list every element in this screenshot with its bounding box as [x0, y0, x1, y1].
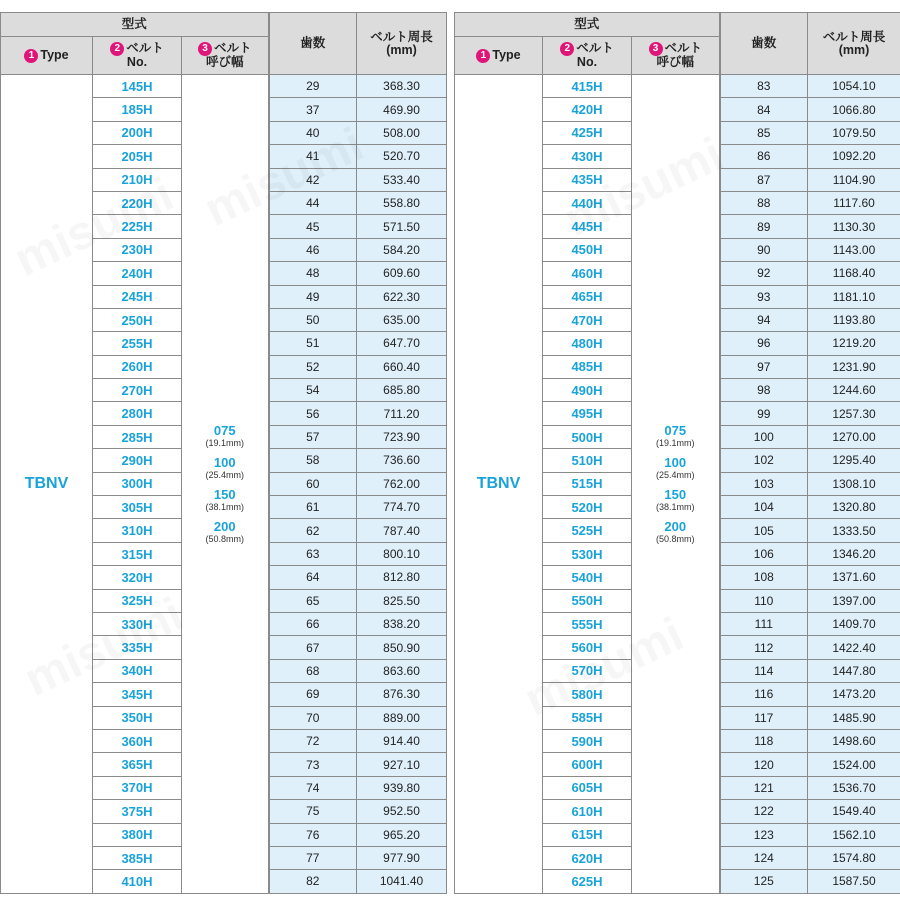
belt-length-cell: 1257.30 — [808, 402, 900, 425]
belt-width-option — [632, 456, 719, 480]
belt-length-cell: 1308.10 — [808, 472, 900, 495]
belt-length-cell: 1524.00 — [808, 753, 900, 776]
belt-no-cell: 240H — [93, 262, 182, 285]
belt-no-cell: 310H — [93, 519, 182, 542]
belt-length-cell: 1549.40 — [808, 800, 900, 823]
teeth-cell: 82 — [269, 870, 357, 893]
belt-length-cell: 812.80 — [357, 566, 447, 589]
belt-no-cell: 245H — [93, 285, 182, 308]
teeth-cell: 123 — [720, 823, 808, 846]
teeth-cell: 108 — [720, 566, 808, 589]
belt-length-cell: 1079.50 — [808, 121, 900, 144]
belt-length-cell: 508.00 — [357, 121, 447, 144]
belt-no-cell: 500H — [543, 425, 632, 448]
model-header: 型式 — [455, 13, 720, 37]
teeth-cell: 84 — [720, 98, 808, 121]
belt-length-cell: 1485.90 — [808, 706, 900, 729]
belt-length-cell: 1244.60 — [808, 379, 900, 402]
belt-length-cell: 1193.80 — [808, 308, 900, 331]
teeth-cell: 114 — [720, 659, 808, 682]
belt-length-cell: 558.80 — [357, 191, 447, 214]
belt-width-code: 200 — [664, 518, 687, 534]
belt-no-cell: 255H — [93, 332, 182, 355]
teeth-cell: 106 — [720, 542, 808, 565]
belt-length-cell: 977.90 — [357, 846, 447, 869]
belt-length-cell: 571.50 — [357, 215, 447, 238]
belt-length-cell: 1473.20 — [808, 683, 900, 706]
belt-length-cell: 1181.10 — [808, 285, 900, 308]
belt-length-cell: 939.80 — [357, 776, 447, 799]
belt-length-cell: 368.30 — [357, 75, 447, 98]
belt-length-cell: 647.70 — [357, 332, 447, 355]
teeth-cell: 37 — [269, 98, 357, 121]
belt-width-code: 100 — [213, 454, 236, 470]
belt-width-header-line1: ベルト — [664, 41, 703, 55]
teeth-cell: 61 — [269, 496, 357, 519]
belt-no-cell: 510H — [543, 449, 632, 472]
belt-no-header — [543, 37, 632, 75]
belt-length-cell: 1143.00 — [808, 238, 900, 261]
belt-length-cell: 1104.90 — [808, 168, 900, 191]
belt-width-option — [182, 488, 268, 512]
teeth-cell: 99 — [720, 402, 808, 425]
type-value: TBNV — [1, 75, 93, 894]
belt-no-cell: 585H — [543, 706, 632, 729]
teeth-cell: 74 — [269, 776, 357, 799]
teeth-cell: 48 — [269, 262, 357, 285]
teeth-cell: 57 — [269, 425, 357, 448]
teeth-cell: 83 — [720, 75, 808, 98]
belt-no-cell: 375H — [93, 800, 182, 823]
type-header-label: Type — [492, 47, 521, 62]
belt-no-cell: 380H — [93, 823, 182, 846]
belt-no-header-line2: No. — [126, 55, 148, 69]
table-row — [455, 75, 900, 98]
belt-length-cell: 1574.80 — [808, 846, 900, 869]
belt-length-cell: 1422.40 — [808, 636, 900, 659]
belt-no-cell: 465H — [543, 285, 632, 308]
belt-no-cell: 360H — [93, 729, 182, 752]
teeth-cell: 116 — [720, 683, 808, 706]
belt-length-cell: 609.60 — [357, 262, 447, 285]
belt-no-cell: 620H — [543, 846, 632, 869]
belt-no-cell: 445H — [543, 215, 632, 238]
teeth-cell: 125 — [720, 870, 808, 893]
belt-length-cell: 1092.20 — [808, 145, 900, 168]
belt-length-header — [808, 13, 900, 75]
belt-no-cell: 560H — [543, 636, 632, 659]
teeth-cell: 86 — [720, 145, 808, 168]
type-header-label: Type — [40, 47, 69, 62]
teeth-cell: 52 — [269, 355, 357, 378]
teeth-cell: 85 — [720, 121, 808, 144]
belt-length-cell: 736.60 — [357, 449, 447, 472]
belt-length-cell: 1320.80 — [808, 496, 900, 519]
belt-width-option — [632, 488, 719, 512]
belt-length-cell: 1371.60 — [808, 566, 900, 589]
belt-length-cell: 965.20 — [357, 823, 447, 846]
number-2-icon: 2 — [560, 42, 574, 56]
belt-no-cell: 250H — [93, 308, 182, 331]
belt-width-code: 100 — [664, 454, 687, 470]
type-header — [1, 37, 93, 75]
teeth-cell: 110 — [720, 589, 808, 612]
belt-width-mm: (38.1mm) — [656, 501, 695, 512]
teeth-cell: 44 — [269, 191, 357, 214]
belt-no-cell: 320H — [93, 566, 182, 589]
teeth-cell: 42 — [269, 168, 357, 191]
belt-length-cell: 762.00 — [357, 472, 447, 495]
belt-no-header-line1: ベルト — [576, 41, 614, 55]
belt-width-mm: (50.8mm) — [205, 533, 245, 544]
belt-no-cell: 625H — [543, 870, 632, 893]
belt-no-cell: 435H — [543, 168, 632, 191]
teeth-cell: 60 — [269, 472, 357, 495]
belt-no-cell: 185H — [93, 98, 182, 121]
number-3-icon: 3 — [198, 42, 212, 56]
belt-length-header — [357, 13, 447, 75]
belt-no-cell: 335H — [93, 636, 182, 659]
belt-length-header-line1: ベルト周長 — [822, 29, 886, 44]
belt-length-cell: 774.70 — [357, 496, 447, 519]
teeth-cell: 104 — [720, 496, 808, 519]
belt-length-cell: 889.00 — [357, 706, 447, 729]
belt-length-cell: 1295.40 — [808, 449, 900, 472]
teeth-cell: 46 — [269, 238, 357, 261]
teeth-cell: 122 — [720, 800, 808, 823]
teeth-cell: 121 — [720, 776, 808, 799]
teeth-cell: 88 — [720, 191, 808, 214]
number-1-icon: 1 — [24, 49, 38, 63]
belt-no-cell: 460H — [543, 262, 632, 285]
belt-length-cell: 1270.00 — [808, 425, 900, 448]
belt-no-cell: 420H — [543, 98, 632, 121]
belt-length-cell: 838.20 — [357, 612, 447, 635]
belt-spec-table-right — [454, 12, 900, 894]
belt-length-cell: 635.00 — [357, 308, 447, 331]
teeth-cell: 87 — [720, 168, 808, 191]
belt-no-cell: 480H — [543, 332, 632, 355]
belt-no-cell: 415H — [543, 75, 632, 98]
teeth-cell: 93 — [720, 285, 808, 308]
belt-no-cell: 205H — [93, 145, 182, 168]
belt-length-cell: 787.40 — [357, 519, 447, 542]
belt-width-code: 150 — [664, 486, 687, 502]
teeth-cell: 58 — [269, 449, 357, 472]
belt-no-cell: 470H — [543, 308, 632, 331]
belt-width-mm: (25.4mm) — [205, 469, 245, 480]
belt-width-mm: (19.1mm) — [205, 437, 245, 448]
belt-width-header — [632, 37, 720, 75]
belt-width-mm: (50.8mm) — [656, 533, 695, 544]
teeth-cell: 70 — [269, 706, 357, 729]
belt-no-cell: 450H — [543, 238, 632, 261]
belt-no-cell: 280H — [93, 402, 182, 425]
belt-width-mm: (38.1mm) — [205, 501, 245, 512]
belt-length-cell: 1117.60 — [808, 191, 900, 214]
belt-no-cell: 285H — [93, 425, 182, 448]
belt-no-cell: 300H — [93, 472, 182, 495]
belt-width-code: 150 — [213, 486, 236, 502]
belt-no-cell: 225H — [93, 215, 182, 238]
belt-width-option — [182, 520, 268, 544]
belt-length-cell: 469.90 — [357, 98, 447, 121]
belt-no-cell: 610H — [543, 800, 632, 823]
teeth-cell: 90 — [720, 238, 808, 261]
teeth-cell: 76 — [269, 823, 357, 846]
table-row — [1, 75, 447, 98]
teeth-cell: 50 — [269, 308, 357, 331]
belt-no-cell: 270H — [93, 379, 182, 402]
belt-length-cell: 520.70 — [357, 145, 447, 168]
model-header: 型式 — [1, 13, 269, 37]
teeth-cell: 29 — [269, 75, 357, 98]
belt-length-cell: 850.90 — [357, 636, 447, 659]
teeth-cell: 63 — [269, 542, 357, 565]
belt-no-cell: 430H — [543, 145, 632, 168]
belt-no-cell: 555H — [543, 612, 632, 635]
teeth-cell: 41 — [269, 145, 357, 168]
belt-length-cell: 1397.00 — [808, 589, 900, 612]
belt-length-header-line2: (mm) — [838, 42, 870, 57]
belt-no-cell: 340H — [93, 659, 182, 682]
teeth-cell: 111 — [720, 612, 808, 635]
belt-no-cell: 605H — [543, 776, 632, 799]
belt-length-cell: 711.20 — [357, 402, 447, 425]
belt-width-header-line1: ベルト — [214, 41, 252, 55]
teeth-cell: 118 — [720, 729, 808, 752]
belt-no-cell: 290H — [93, 449, 182, 472]
teeth-cell: 51 — [269, 332, 357, 355]
belt-length-cell: 1054.10 — [808, 75, 900, 98]
belt-no-cell: 530H — [543, 542, 632, 565]
belt-no-header-line1: ベルト — [126, 41, 164, 55]
belt-no-header — [93, 37, 182, 75]
belt-length-cell: 622.30 — [357, 285, 447, 308]
belt-length-cell: 1130.30 — [808, 215, 900, 238]
teeth-cell: 100 — [720, 425, 808, 448]
belt-no-cell: 485H — [543, 355, 632, 378]
number-2-icon: 2 — [110, 42, 124, 56]
belt-no-cell: 440H — [543, 191, 632, 214]
belt-no-cell: 210H — [93, 168, 182, 191]
belt-length-cell: 863.60 — [357, 659, 447, 682]
belt-no-cell: 330H — [93, 612, 182, 635]
belt-no-cell: 200H — [93, 121, 182, 144]
teeth-cell: 92 — [720, 262, 808, 285]
teeth-cell: 40 — [269, 121, 357, 144]
belt-no-cell: 615H — [543, 823, 632, 846]
belt-no-cell: 315H — [93, 542, 182, 565]
belt-length-cell: 723.90 — [357, 425, 447, 448]
number-1-icon: 1 — [476, 49, 490, 63]
belt-no-cell: 550H — [543, 589, 632, 612]
belt-spec-table-left — [0, 12, 447, 894]
belt-length-cell: 1333.50 — [808, 519, 900, 542]
belt-no-cell: 410H — [93, 870, 182, 893]
belt-length-cell: 952.50 — [357, 800, 447, 823]
teeth-cell: 66 — [269, 612, 357, 635]
teeth-cell: 67 — [269, 636, 357, 659]
belt-length-cell: 914.40 — [357, 729, 447, 752]
teeth-cell: 65 — [269, 589, 357, 612]
belt-width-code: 200 — [213, 518, 236, 534]
teeth-cell: 45 — [269, 215, 357, 238]
teeth-cell: 97 — [720, 355, 808, 378]
belt-width-option — [632, 520, 719, 544]
belt-no-cell: 590H — [543, 729, 632, 752]
teeth-cell: 94 — [720, 308, 808, 331]
belt-length-cell: 800.10 — [357, 542, 447, 565]
belt-length-header-line2: (mm) — [386, 42, 417, 57]
belt-width-option — [632, 424, 719, 448]
belt-no-cell: 345H — [93, 683, 182, 706]
belt-no-cell: 220H — [93, 191, 182, 214]
type-value: TBNV — [455, 75, 543, 894]
belt-no-cell: 305H — [93, 496, 182, 519]
teeth-cell: 73 — [269, 753, 357, 776]
teeth-cell: 96 — [720, 332, 808, 355]
belt-length-cell: 825.50 — [357, 589, 447, 612]
teeth-cell: 56 — [269, 402, 357, 425]
belt-length-cell: 1041.40 — [357, 870, 447, 893]
belt-no-cell: 495H — [543, 402, 632, 425]
belt-width-header — [182, 37, 269, 75]
teeth-cell: 103 — [720, 472, 808, 495]
belt-length-cell: 1587.50 — [808, 870, 900, 893]
belt-width-header-line2: 呼び幅 — [206, 55, 244, 69]
belt-no-cell: 540H — [543, 566, 632, 589]
belt-no-cell: 365H — [93, 753, 182, 776]
belt-width-option — [182, 456, 268, 480]
belt-no-cell: 260H — [93, 355, 182, 378]
teeth-cell: 117 — [720, 706, 808, 729]
belt-no-cell: 370H — [93, 776, 182, 799]
belt-no-cell: 385H — [93, 846, 182, 869]
belt-length-cell: 1562.10 — [808, 823, 900, 846]
belt-length-cell: 927.10 — [357, 753, 447, 776]
belt-no-cell: 490H — [543, 379, 632, 402]
belt-no-cell: 350H — [93, 706, 182, 729]
teeth-cell: 64 — [269, 566, 357, 589]
teeth-cell: 102 — [720, 449, 808, 472]
belt-length-cell: 1498.60 — [808, 729, 900, 752]
belt-no-cell: 580H — [543, 683, 632, 706]
teeth-cell: 77 — [269, 846, 357, 869]
number-3-icon: 3 — [649, 42, 663, 56]
belt-no-cell: 325H — [93, 589, 182, 612]
belt-no-cell: 515H — [543, 472, 632, 495]
teeth-cell: 98 — [720, 379, 808, 402]
teeth-cell: 49 — [269, 285, 357, 308]
type-header — [455, 37, 543, 75]
belt-length-cell: 685.80 — [357, 379, 447, 402]
belt-length-cell: 1066.80 — [808, 98, 900, 121]
belt-length-cell: 533.40 — [357, 168, 447, 191]
belt-length-cell: 1346.20 — [808, 542, 900, 565]
belt-no-cell: 600H — [543, 753, 632, 776]
teeth-cell: 54 — [269, 379, 357, 402]
belt-no-cell: 145H — [93, 75, 182, 98]
teeth-header: 歯数 — [720, 13, 808, 75]
belt-no-cell: 520H — [543, 496, 632, 519]
belt-no-cell: 525H — [543, 519, 632, 542]
teeth-cell: 89 — [720, 215, 808, 238]
belt-length-header-line1: ベルト周長 — [370, 29, 433, 44]
belt-width-options — [632, 75, 720, 894]
belt-length-cell: 1231.90 — [808, 355, 900, 378]
teeth-cell: 124 — [720, 846, 808, 869]
belt-length-cell: 876.30 — [357, 683, 447, 706]
belt-no-header-line2: No. — [576, 55, 598, 69]
belt-length-cell: 1536.70 — [808, 776, 900, 799]
belt-width-header-line2: 呼び幅 — [656, 55, 695, 69]
teeth-cell: 105 — [720, 519, 808, 542]
teeth-cell: 112 — [720, 636, 808, 659]
teeth-cell: 120 — [720, 753, 808, 776]
belt-length-cell: 584.20 — [357, 238, 447, 261]
belt-width-code: 075 — [213, 422, 236, 438]
teeth-header: 歯数 — [269, 13, 357, 75]
teeth-cell: 62 — [269, 519, 357, 542]
belt-length-cell: 1168.40 — [808, 262, 900, 285]
belt-no-cell: 230H — [93, 238, 182, 261]
belt-no-cell: 570H — [543, 659, 632, 682]
teeth-cell: 69 — [269, 683, 357, 706]
belt-width-code: 075 — [664, 422, 687, 438]
belt-length-cell: 660.40 — [357, 355, 447, 378]
belt-width-options — [182, 75, 269, 894]
belt-width-option — [182, 424, 268, 448]
teeth-cell: 75 — [269, 800, 357, 823]
teeth-cell: 68 — [269, 659, 357, 682]
teeth-cell: 72 — [269, 729, 357, 752]
belt-length-cell: 1409.70 — [808, 612, 900, 635]
belt-no-cell: 425H — [543, 121, 632, 144]
belt-length-cell: 1219.20 — [808, 332, 900, 355]
belt-width-mm: (19.1mm) — [656, 437, 695, 448]
belt-width-mm: (25.4mm) — [656, 469, 695, 480]
belt-length-cell: 1447.80 — [808, 659, 900, 682]
